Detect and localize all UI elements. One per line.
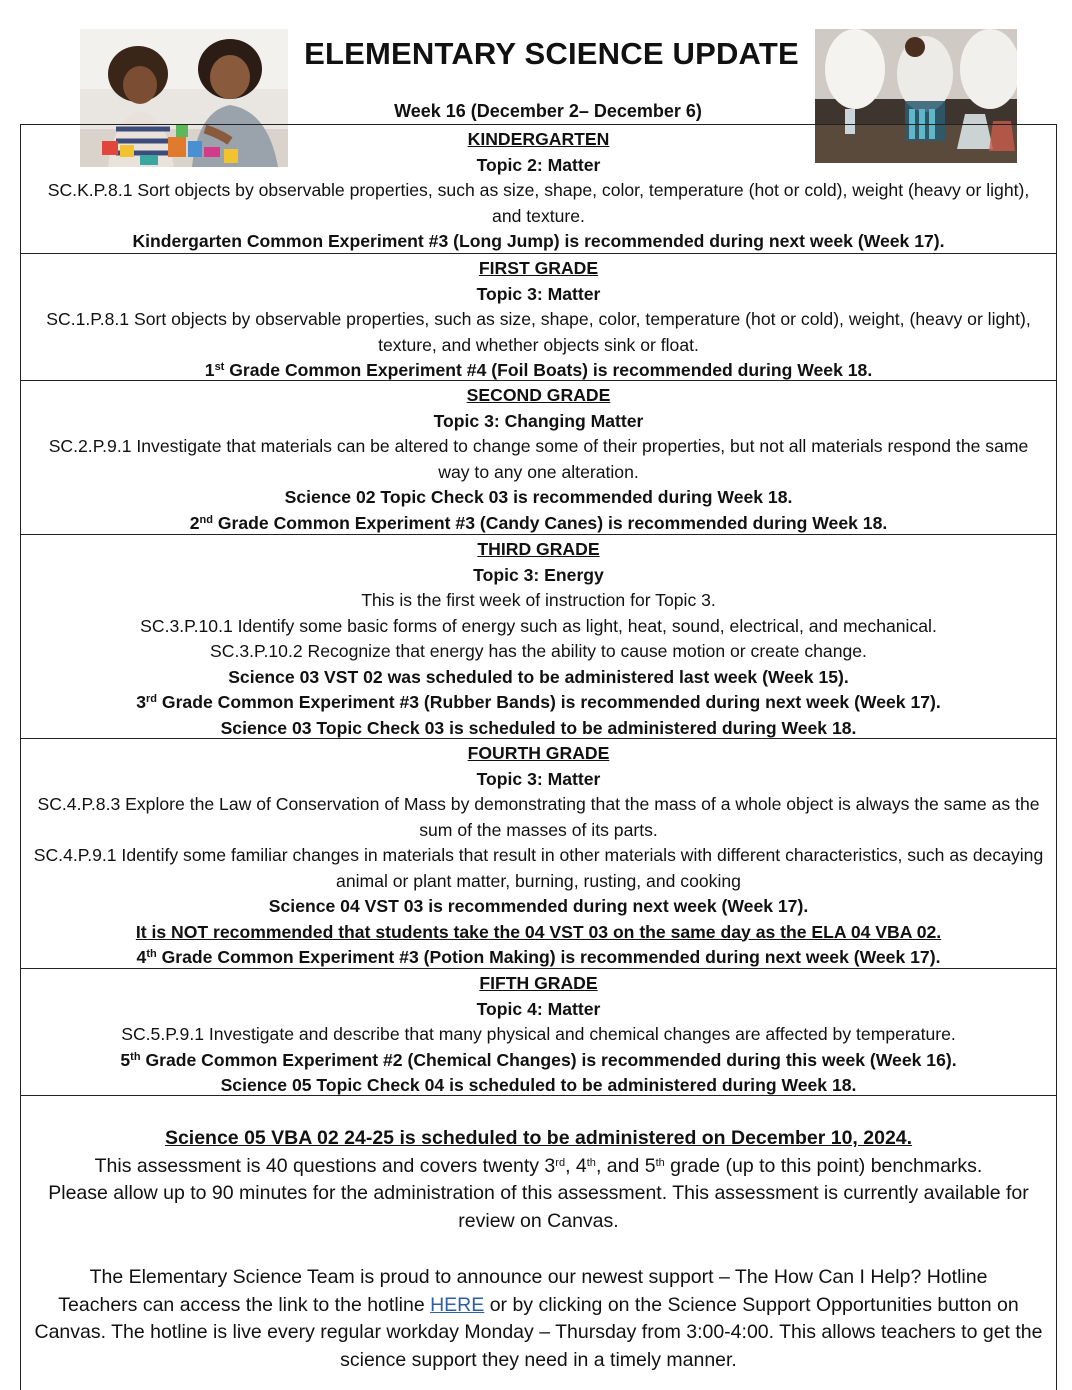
recommendation-note: Science 02 Topic Check 03 is recommended during Week 18. <box>284 487 793 507</box>
standard-text: SC.1.P.8.1 Sort objects by observable properties, such as size, shape, color, temperature (hot or cold), weight, (heavy or light), texture, and whether objects sink or float. <box>46 309 1031 355</box>
standard-text: SC.3.P.10.1 Identify some basic forms of energy such as light, heat, sound, electrical, and mechanical. <box>140 615 937 636</box>
second-grade-section <box>21 381 1056 535</box>
standard-text: SC.5.P.9.1 Investigate and describe that many physical and chemical changes are affected by temperature. <box>121 1024 956 1044</box>
assessment-availability: Please allow up to 90 minutes for the administration of this assessment. This assessment is currently available for review on Canvas. <box>48 1182 1029 1232</box>
topic-label: Topic 3: Changing Matter <box>433 410 644 431</box>
assessment-details: This assessment is 40 questions and covers twenty 3rd, 4th, and 5th grade (up to this point) benchmarks. <box>94 1154 983 1177</box>
fourth-grade-section <box>21 739 1056 969</box>
standard-text: SC.4.P.9.1 Identify some familiar changes in materials that result in other materials with different characteristics, such as decaying animal or plant matter, burning, rusting, and cooking <box>33 845 1044 891</box>
recommendation-note: Science 04 VST 03 is recommended during next week (Week 17). <box>268 896 809 916</box>
assessment-headline: Science 05 VBA 02 24-25 is scheduled to be administered on December 10, 2024. <box>164 1127 913 1149</box>
recommendation-note: 2nd Grade Common Experiment #3 (Candy Canes) is recommended during Week 18. <box>189 512 888 533</box>
section-heading: FIRST GRADE <box>478 258 599 278</box>
hotline-intro: The Elementary Science Team is proud to announce our newest support – The How Can I Help? Hotline <box>89 1266 988 1288</box>
topic-label: Topic 2: Matter <box>476 154 601 175</box>
third-grade-section <box>21 535 1056 739</box>
section-heading: KINDERGARTEN <box>467 129 610 149</box>
topic-label: Topic 3: Matter <box>476 768 601 789</box>
hotline-announcement <box>21 1264 1056 1374</box>
kindergarten-section <box>21 125 1056 254</box>
topic-label: Topic 3: Matter <box>476 283 601 304</box>
fifth-grade-section <box>21 969 1056 1096</box>
recommendation-note: 5th Grade Common Experiment #2 (Chemical Changes) is recommended during this week (Week 16). <box>120 1049 957 1070</box>
standard-text: SC.2.P.9.1 Investigate that materials can be altered to change some of their properties, but not all materials respond the same way to any one alteration. <box>48 436 1029 482</box>
recommendation-note: 4th Grade Common Experiment #3 (Potion Making) is recommended during next week (Week 17). <box>136 947 941 967</box>
section-heading: THIRD GRADE <box>477 539 600 559</box>
recommendation-note: 3rd Grade Common Experiment #3 (Rubber Bands) is recommended during next week (Week 17). <box>136 692 941 712</box>
hotline-details: Teachers can access the link to the hotline HERE or by clicking on the Science Support Opportunities button on Canvas. The hotline is live every regular workday Monday – Thursday from 3:00-4:00. This allows teachers to get the science support they need in a timely manner. <box>34 1293 1043 1371</box>
recommendation-note: Science 05 Topic Check 04 is scheduled to be administered during Week 18. <box>220 1075 857 1095</box>
standard-text: SC.K.P.8.1 Sort objects by observable properties, such as size, shape, color, temperature (hot or cold), weight (heavy or light), and texture. <box>47 180 1030 226</box>
hotline-link[interactable]: HERE <box>430 1293 485 1316</box>
topic-label: Topic 3: Energy <box>473 564 604 585</box>
topic-label: Topic 4: Matter <box>476 998 601 1019</box>
page-title: ELEMENTARY SCIENCE UPDATE <box>304 36 799 71</box>
section-heading: FIFTH GRADE <box>479 973 598 993</box>
intro-text: This is the first week of instruction for Topic 3. <box>361 590 716 610</box>
standard-text: SC.4.P.8.3 Explore the Law of Conservation of Mass by demonstrating that the mass of a whole object is always the same as the sum of the masses of its parts. <box>37 794 1040 840</box>
section-heading: FOURTH GRADE <box>467 743 610 763</box>
recommendation-note: Science 03 Topic Check 03 is scheduled to be administered during Week 18. <box>220 717 857 738</box>
first-grade-section <box>21 254 1056 381</box>
assessment-announcement <box>21 1125 1056 1235</box>
week-range: Week 16 (December 2– December 6) <box>394 101 702 121</box>
standard-text: SC.3.P.10.2 Recognize that energy has the ability to cause motion or create change. <box>210 641 867 661</box>
recommendation-note: Science 03 VST 02 was scheduled to be administered last week (Week 15). <box>228 666 849 687</box>
recommendation-note: Kindergarten Common Experiment #3 (Long Jump) is recommended during next week (Week 17). <box>132 231 945 251</box>
content-table <box>20 124 1057 1390</box>
recommendation-note: 1st Grade Common Experiment #4 (Foil Boats) is recommended during Week 18. <box>204 360 873 380</box>
warning-note: It is NOT recommended that students take the 04 VST 03 on the same day as the ELA 04 VBA 02. <box>135 921 942 942</box>
section-heading: SECOND GRADE <box>466 385 611 405</box>
